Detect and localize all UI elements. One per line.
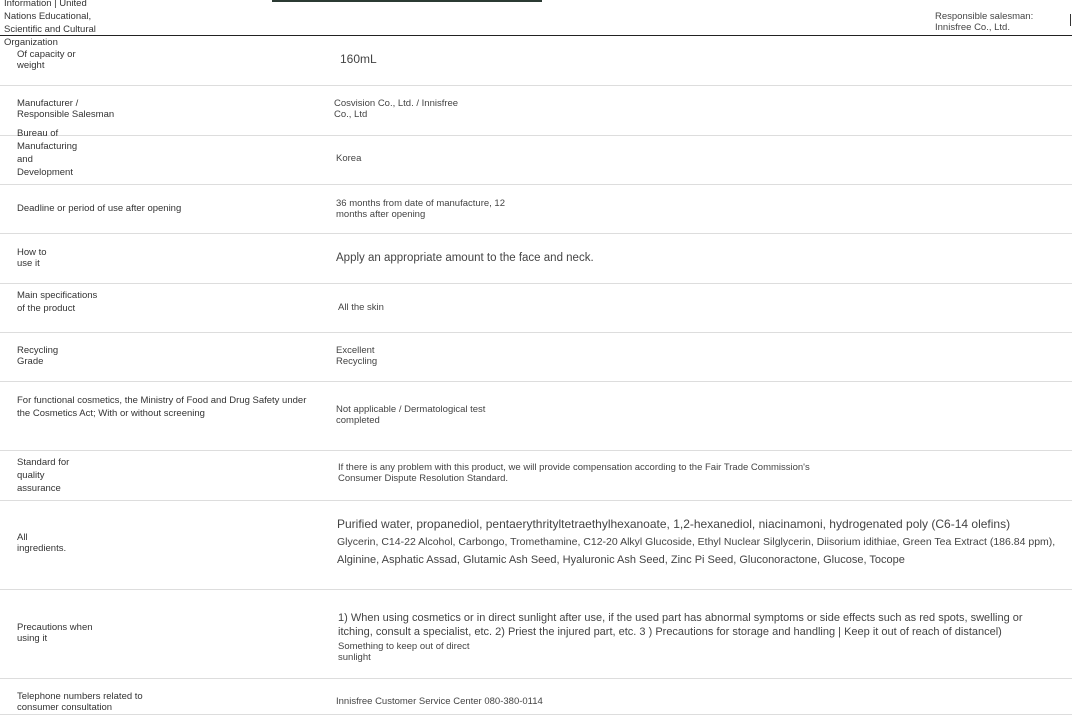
row-value: Cosvision Co., Ltd. / Innisfree Co., Ltd bbox=[334, 98, 459, 120]
row-value: Korea bbox=[336, 153, 362, 164]
row-functional-screening bbox=[0, 382, 1072, 451]
row-label: All ingredients. bbox=[17, 532, 67, 554]
row-how-to-use bbox=[0, 234, 1072, 284]
row-label: Main specifications of the product bbox=[17, 290, 98, 314]
row-value: Apply an appropriate amount to the face and neck. bbox=[336, 252, 594, 264]
row-label: Deadline or period of use after opening bbox=[17, 203, 182, 214]
ingredients-line: Purified water, propanediol, pentaerythrityltetraethylhexanoate, 1,2-hexanediol, niacinamoni, hydrogenated poly (C6-14 olefins) bbox=[337, 517, 1011, 531]
row-ingredients bbox=[0, 501, 1072, 590]
info-header bbox=[0, 0, 1072, 48]
row-label: Recycling Grade bbox=[17, 345, 59, 367]
text-cursor bbox=[1070, 14, 1071, 26]
row-country bbox=[0, 128, 1072, 185]
precautions-text: 1) When using cosmetics or in direct sunlight after use, if the used part has abnormal symptoms or side effects such as red spots, swelling or itching, consult a specialist, etc. 2) Priest the injured part, etc. 3 ) Precautions for storage and handling | Keep it out of reach of distancel) bbox=[338, 612, 1023, 638]
row-label: Telephone numbers related to consumer consultation bbox=[17, 691, 143, 713]
row-label: Of capacity or weight bbox=[17, 49, 76, 71]
row-specifications bbox=[0, 284, 1072, 333]
row-value: Innisfree Customer Service Center 080-380-0114 bbox=[336, 696, 543, 707]
row-consultation-phone bbox=[0, 679, 1072, 715]
row-label: For functional cosmetics, the Ministry of Food and Drug Safety under the Cosmetics Act; With or without screening bbox=[17, 395, 307, 419]
row-capacity bbox=[0, 36, 1072, 86]
row-label: Bureau of Manufacturing and Development bbox=[17, 128, 78, 178]
row-quality-assurance bbox=[0, 451, 1072, 501]
row-label: Precautions when using it bbox=[17, 622, 93, 644]
row-value: 160mL bbox=[340, 52, 377, 66]
precautions-subtext: Something to keep out of direct sunlight bbox=[338, 641, 470, 663]
row-label: Manufacturer / Responsible Salesman bbox=[17, 98, 115, 120]
row-expiry bbox=[0, 185, 1072, 234]
header-left-text: Information | United Nations Educational, Scientific and Cultural Organization bbox=[4, 0, 96, 48]
row-manufacturer bbox=[0, 86, 1072, 136]
precautions-value bbox=[338, 611, 1048, 663]
row-precautions bbox=[0, 590, 1072, 679]
row-label: Standard for quality assurance bbox=[17, 457, 70, 494]
row-value: 36 months from date of manufacture, 12 months after opening bbox=[336, 198, 505, 220]
row-value: If there is any problem with this product, we will provide compensation according to the Fair Trade Commission's Consumer Dispute Resolution Standard. bbox=[338, 462, 810, 484]
header-right-text: Responsible salesman: Innisfree Co., Ltd. bbox=[935, 11, 1034, 33]
row-value: Not applicable / Dermatological test completed bbox=[336, 404, 486, 426]
ingredients-value bbox=[337, 516, 1062, 568]
ingredients-line: Glycerin, C14-22 Alcohol, Carbongo, Tromethamine, C12-20 Alkyl Glucoside, Ethyl Nuclear Silglycerin, Diisorium idithiae, Green Tea Extract (186.84 ppm), bbox=[337, 536, 1056, 548]
row-recycling bbox=[0, 333, 1072, 382]
row-value: Excellent Recycling bbox=[336, 345, 378, 367]
row-label: How to use it bbox=[17, 247, 47, 269]
row-value: All the skin bbox=[338, 302, 384, 313]
ingredients-line: Alginine, Asphatic Assad, Glutamic Ash Seed, Hyaluronic Ash Seed, Zinc Pi Seed, Gluconoractone, Glucose, Tocope bbox=[337, 554, 905, 566]
